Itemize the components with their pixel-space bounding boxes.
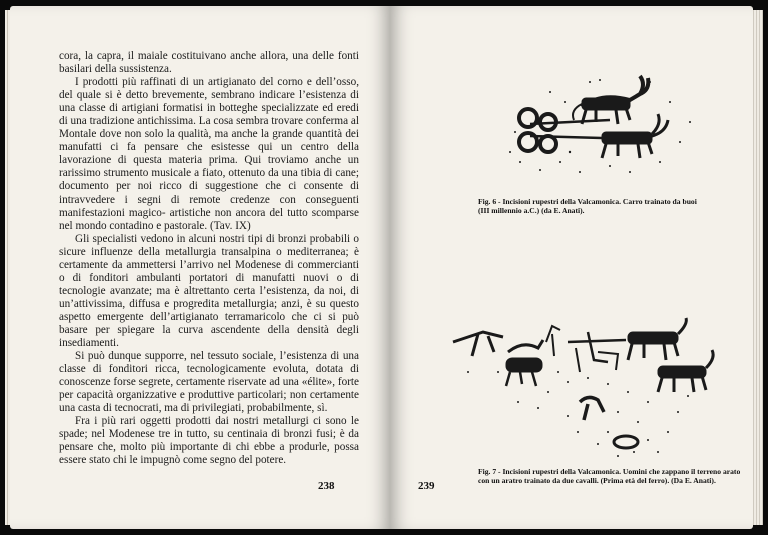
paragraph-3: Gli specialisti vedono in alcuni nostri tipi di bronzi probabili o sicure influenze della metallurgia transalpina o mediterranea; è certamente da ammettersi l’arrivo nel Modenese di commercianti o di fonditori ambulanti portatori di manufatti nuovi o di tecnologie avanzate; ma è altrettanto certa l’esistenza, da noi, di un’attivissima, diffusa e progredita metallurgia; anzi, è su questo aspetto emergente dell’artigianato terramaricolo che ci si può basare per spiegare la curva ascendente della densità degli insediamenti. [59,232,359,350]
left-page-text [59,50,359,468]
page-number-left: 238 [318,480,335,492]
figure-7-caption: Fig. 7 - Incisioni rupestri della Valcamonica. Uomini che zappano il terreno arato con un aratro trainato da due cavalli. (Prima età del ferro). (Da E. Anati). [478,467,741,486]
left-page [10,6,390,529]
paragraph-2: I prodotti più raffinati di un artigianato del corno e dell’osso, del quale si è detto brevemente, sembrano indicare l’esistenza di una classe di artigiani formatisi in botteghe specializzate ed eredi di una tradizione antichissima. La cosa sembra trovare conferma al Montale dove non solo la qualità, ma anche la grande quantità dei manufatti ci fa pensare che esistesse qui un centro della lavorazione di questa materia prima. Qui troviamo anche un rarissimo strumento musicale a fiato, ottenuto da una tibia di cane; documento per noi ricco di suggestione che ci consente di intravvedere i segni di remote credenze con conseguenti manifestazioni magico- artistiche non ancora del tutto scomparse nel mondo contadino e pastorale. (Tav. IX) [59,76,359,232]
figure-6-rock-carving [490,62,710,192]
figure-6-caption: Fig. 6 - Incisioni rupestri della Valcamonica. Carro trainato da buoi (III millennio a.C.) (da E. Anati). [478,197,697,216]
paragraph-5: Fra i più rari oggetti prodotti dai nostri metallurgi ci sono le spade; nel Modenese tre in tutto, su centinaia di bronzi fusi; è da pensare che, molto più importante di chi ebbe a produrle, possa essere stato chi le impugnò come segno del potere. [59,415,359,467]
figure-7-rock-carving [448,312,723,462]
paragraph-1: cora, la capra, il maiale costituivano anche allora, una delle fonti basilari della sussistenza. [59,50,359,76]
paragraph-4: Si può dunque supporre, nel tessuto sociale, l’esistenza di una classe di fonditori ricca, tecnologicamente evoluta, dotata di conoscenze forse segrete, certamente riservate ad una «élite», forte per capacità organizzative e produttive particolari; non certamente una casta di tecnocrati, ma di privilegiati, probabilmente, sì. [59,350,359,415]
page-number-right: 239 [418,480,435,492]
right-page-edges [753,10,763,525]
